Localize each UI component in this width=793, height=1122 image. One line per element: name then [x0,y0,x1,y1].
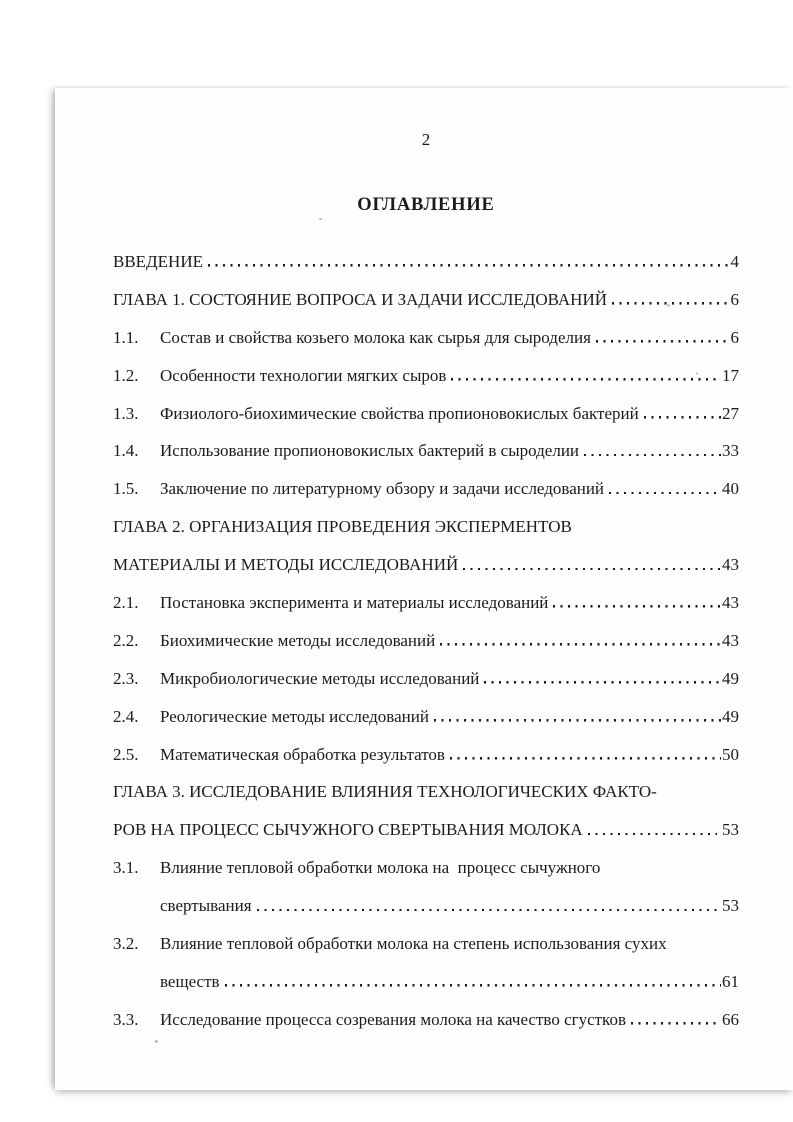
scanned-page-sheet [55,88,793,1090]
toc-entry-text: веществ [160,971,220,991]
dot-leader [463,566,721,570]
toc-entry-page: 6 [730,289,739,309]
dot-leader [631,1021,721,1025]
toc-entry-number: 1.3. [113,403,139,423]
toc-entry-page: 43 [722,593,739,613]
toc-entry-chapter-2-line-2 [113,546,739,584]
toc-entry-1-1 [113,319,739,357]
toc-entry-number: 2.4. [113,706,139,726]
dot-leader [588,831,717,835]
dot-leader [434,718,721,722]
toc-entry-text: Особенности технологии мягких сыров [160,365,447,385]
toc-entry-text: Влияние тепловой обработки молока на степень использования сухих [160,934,667,954]
toc-entry-text: свертывания [160,896,252,916]
toc-entry-number: 3.1. [113,858,139,878]
toc-entry-text: ГЛАВА 1. СОСТОЯНИЕ ВОПРОСА И ЗАДАЧИ ИССЛЕДОВАНИЙ [113,289,607,309]
dot-leader [584,452,721,456]
toc-entry-number: 2.5. [113,744,139,764]
dot-leader [553,604,721,608]
dot-leader [451,377,721,381]
toc-entry-text: Заключение по литературному обзору и задачи исследований [160,479,605,499]
toc-entry-page: 61 [722,971,739,991]
toc-entry-text: Биохимические методы исследований [160,630,436,650]
toc-entry-chapter-2-line-1 [113,508,739,546]
toc-entry-page: 33 [722,441,739,461]
dot-leader [612,301,730,305]
toc-entry-2-5 [113,736,739,774]
dot-leader [484,680,721,684]
toc-entry-2-1 [113,584,739,622]
toc-entry-1-3 [113,395,739,433]
toc-entry-chapter-3-line-1 [113,773,739,811]
toc-entry-number: 3.3. [113,1009,139,1029]
dot-leader [596,339,730,343]
toc-entry-number: 2.1. [113,593,139,613]
toc-entry-1-4 [113,432,739,470]
toc-entry-number: 2.3. [113,668,139,688]
toc-entry-page: 43 [722,630,739,650]
toc-entry-text: Физиолого-биохимические свойства пропионовокислых бактерий [160,403,639,423]
dot-leader [208,263,730,267]
toc-entry-text: Микробиологические методы исследований [160,668,480,688]
toc-entry-text: Математическая обработка результатов [160,744,445,764]
dot-leader [644,415,721,419]
toc-entry-number: 2.2. [113,630,139,650]
toc-entry-text: Исследование процесса созревания молока на качество сгустков [160,1009,626,1029]
toc-entry-text: Влияние тепловой обработки молока на процесс сычужного [160,858,601,878]
toc-entry-text: Реологические методы исследований [160,706,429,726]
dot-leader [257,907,721,911]
toc-entry-page: 27 [722,403,739,423]
toc-entry-number: 1.5. [113,479,139,499]
page-number: 2 [421,130,431,149]
toc-entry-page: 40 [722,479,739,499]
toc-entry-2-2 [113,622,739,660]
toc-entry-number: 1.4. [113,441,139,461]
dot-leader [450,756,721,760]
toc-entry-3-1-line-1 [113,849,739,887]
toc-entry-page: 43 [722,555,739,575]
toc-entry-page: 17 [722,365,739,385]
page-content [113,88,739,1039]
toc-entry-text: Состав и свойства козьего молока как сырья для сыроделия [160,327,591,347]
toc-entry-text: РОВ НА ПРОЦЕСС СЫЧУЖНОГО СВЕРТЫВАНИЯ МОЛОКА [113,820,583,840]
toc-entry-page: 49 [722,706,739,726]
toc-entry-page: 6 [730,327,739,347]
toc-entry-vvedenie [113,243,739,281]
toc-entry-number: 3.2. [113,934,139,954]
toc-entry-page: 4 [730,252,739,271]
scan-speck [155,1040,158,1043]
dot-leader [225,983,721,987]
toc-entry-3-2-line-1 [113,925,739,963]
toc-entry-3-3 [113,1001,739,1039]
toc-entry-page: 53 [722,896,739,916]
dot-leader [440,642,721,646]
toc-entry-1-5 [113,470,739,508]
toc-entry-text: ГЛАВА 2. ОРГАНИЗАЦИЯ ПРОВЕДЕНИЯ ЭКСПЕРМЕНТОВ [113,517,572,537]
toc-entry-2-4 [113,698,739,736]
toc-entry-number: 1.1. [113,327,139,347]
toc-title: ОГЛАВЛЕНИЕ [357,195,495,215]
toc-entry-text: ВВЕДЕНИЕ [113,252,203,271]
toc-entry-page: 50 [722,744,739,764]
toc-entry-chapter-3-line-2 [113,811,739,849]
toc-entry-1-2 [113,357,739,395]
toc-entry-text: Постановка эксперимента и материалы исследований [160,593,549,613]
toc-entry-text: ГЛАВА 3. ИССЛЕДОВАНИЕ ВЛИЯНИЯ ТЕХНОЛОГИЧЕСКИХ ФАКТО- [113,782,657,802]
toc-entry-page: 49 [722,668,739,688]
toc-entry-2-3 [113,660,739,698]
dot-leader [609,490,721,494]
toc-entry-text: МАТЕРИАЛЫ И МЕТОДЫ ИССЛЕДОВАНИЙ [113,555,459,575]
toc-entry-number: 1.2. [113,365,139,385]
toc-entry-3-1-line-2 [113,887,739,925]
toc-entry-3-2-line-2 [113,963,739,1001]
toc-entry-page: 66 [722,1009,739,1029]
toc-entry-page: 53 [717,820,739,840]
table-of-contents [113,243,739,1039]
toc-entry-text: Использование пропионовокислых бактерий в сыроделии [160,441,580,461]
toc-entry-chapter-1 [113,281,739,319]
